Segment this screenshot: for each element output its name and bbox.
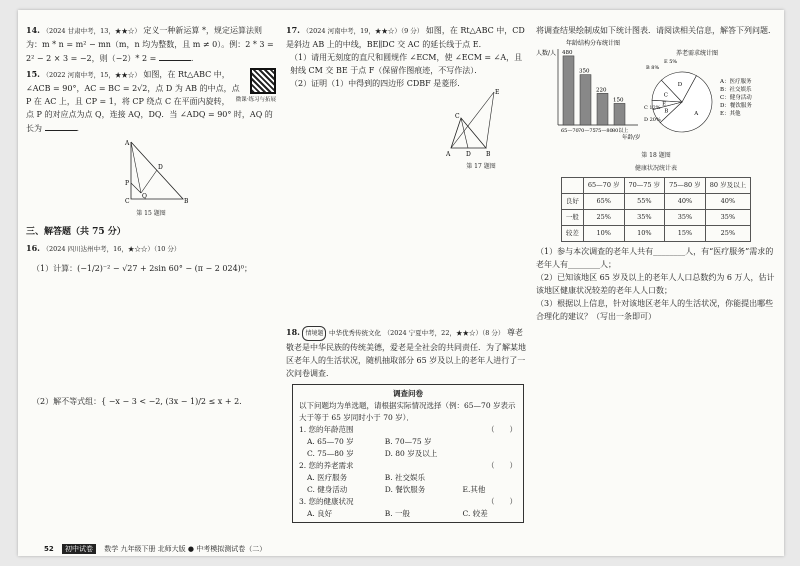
triangle-figure-17 [446, 88, 506, 160]
question-text: 定义一种新运算 *，规定运算法则为：m * n = m² − mn（m，n 均为整数，且 m ≠ 0）。例：2 * 3 = 2² − 2 × 3 = −2，则（−2）* 2 = [26, 26, 274, 63]
svg-text:D: D [466, 151, 471, 158]
table-cell: 40% [705, 194, 750, 210]
table-row [561, 226, 750, 242]
question-source: （2024 甘肃中考，13，★★☆） [42, 27, 141, 35]
survey-intro: 以下问题均为单选题，请根据实际情况选择（例：65—70 岁表示大于等于 65 岁同时小于 70 岁）． [299, 401, 516, 422]
table-cell: 15% [665, 226, 706, 242]
health-table [561, 177, 751, 242]
answer-parens[interactable]: （ ） [487, 461, 517, 470]
table-header-cell: 80 岁及以上 [705, 178, 750, 194]
bar [614, 103, 625, 125]
x-tick-label: 65—70 [561, 128, 579, 134]
bar [563, 56, 574, 125]
svg-text:P: P [125, 180, 130, 187]
x-tick-label: 80以上 [612, 128, 629, 134]
question-part-1: （1）请用无刻度的直尺和圆规作 ∠ECM，使 ∠ECM = ∠A，且射线 CM 交 BE 于点 F（保留作图痕迹，不写作法）． [290, 53, 523, 75]
bar-value-label: 480 [562, 49, 573, 56]
context-tag: 情境题 [302, 326, 326, 341]
table-title: 健康状况统计表 [634, 165, 677, 172]
figure-caption: 第 15 题图 [136, 210, 166, 217]
x-tick-label: 70—75 [578, 128, 596, 134]
option[interactable]: A. 良好 [307, 509, 333, 518]
svg-text:B: B [184, 198, 189, 205]
table-header-cell: 75—80 岁 [665, 178, 706, 194]
question-text: 如图，在 Rt△ABC 中，∠ACB = 90°，AC = BC = 2√2，点 D 为 AB 的中点，点 P 在 AC 上，且 CP = 1，将 CP 绕点 C 在平面内旋转，点 P 的对应点为点 Q，连接 AQ，DQ．当 ∠ADQ = 90° 时，AQ 的长为 [26, 70, 273, 133]
bar-value-label: 220 [596, 87, 607, 94]
table-header-cell: 65—70 岁 [583, 178, 624, 194]
edition: 北师大版 [157, 545, 186, 553]
pie-slice-label: A [694, 110, 699, 117]
question-number: 15. [26, 69, 40, 79]
table-cell: 35% [624, 210, 665, 226]
question-number: 18. [286, 327, 300, 337]
answer-parens[interactable]: （ ） [487, 497, 517, 506]
question-text: 尊老敬老是中华民族的传统美德，爱老是全社会的共同责任．为了解某地区老年人的生活状况，随机抽取部分 65 岁及以上的老年人进行了一次问卷调查． [286, 328, 526, 378]
pie-slice-label: D [677, 82, 683, 89]
section-heading: 三、解答题（共 75 分） [26, 227, 126, 237]
column-right [536, 24, 776, 323]
pie-percent-label: B 8% [646, 65, 660, 71]
sub-question-3: （3）根据以上信息，针对该地区老年人的生活状况，你能提出哪些合理化的建议？（写出一条即可） [536, 299, 774, 321]
page-number: 52 [44, 545, 54, 553]
column-left [26, 24, 276, 411]
survey-title: 调查问卷 [393, 389, 423, 398]
table-cell: 65% [583, 194, 624, 210]
pie-chart-title: 养老需求统计图 [676, 50, 719, 57]
bar-value-label: 150 [613, 97, 624, 104]
option[interactable]: E.其他 [462, 485, 486, 494]
table-cell: 25% [705, 226, 750, 242]
option[interactable] [463, 448, 517, 460]
figure-caption: 第 17 题图 [466, 163, 496, 170]
page-footer: 52 初中试卷 数学 九年级下册 北师大版 ● 中考模拟测试卷（二） [44, 545, 267, 553]
sub-question-1: （1）参与本次调查的老年人共有________人，有“医疗服务”需求的老年人有________人； [536, 247, 774, 269]
pie-percent-label: E 5% [664, 59, 678, 65]
qr-caption: 微课·练习与拓展 [235, 97, 276, 103]
question-15 [26, 68, 276, 220]
option[interactable]: B. 社交娱乐 [384, 473, 426, 482]
pie-slice-label: B [664, 108, 669, 115]
pie-percent-label: D 20% [644, 117, 661, 123]
answer-parens[interactable]: （ ） [487, 425, 517, 434]
svg-text:A: A [446, 151, 451, 158]
option[interactable]: A. 65—70 岁 [307, 437, 354, 446]
table-cell: 35% [705, 210, 750, 226]
brand-label: 初中试卷 [62, 544, 96, 554]
table-cell: 35% [665, 210, 706, 226]
option[interactable]: C. 健身活动 [307, 485, 348, 494]
question-part-2: （2）证明（1）中得到的四边形 CDBF 是菱形． [290, 79, 466, 88]
question-number: 17. [286, 25, 300, 35]
question-part-2: （2）解不等式组：{ −x − 3 < −2, (3x − 1)/2 ≤ x + 2. [32, 397, 242, 406]
pie-slice-label: E [662, 101, 667, 108]
svg-text:C: C [455, 113, 460, 120]
pie-legend-entry: E：其他 [720, 111, 741, 117]
answer-space[interactable] [286, 176, 526, 326]
survey-question-1: 1. 您的年龄范围 [299, 425, 354, 434]
table-row [561, 210, 750, 226]
question-16 [26, 242, 276, 408]
pie-percent-label: C 12% [644, 105, 661, 111]
survey-options-1 [299, 436, 517, 460]
pie-legend-entry: C：健身活动 [720, 95, 752, 101]
table-header-row [561, 178, 750, 194]
svg-text:E: E [495, 89, 500, 96]
table-cell: 55% [624, 194, 665, 210]
table-header-cell [561, 178, 583, 194]
x-axis-label: 年龄/岁 [622, 135, 641, 141]
survey-options-2 [299, 472, 517, 496]
option[interactable]: A. 医疗服务 [307, 473, 348, 482]
figure-caption: 第 18 题图 [641, 152, 671, 159]
option[interactable]: B. 一般 [384, 509, 411, 518]
option[interactable]: D. 80 岁及以上 [384, 449, 438, 458]
question-number: 16. [26, 243, 40, 253]
table-cell: 10% [624, 226, 665, 242]
exam-sheet [18, 10, 784, 556]
triangle-figure-15 [111, 137, 191, 207]
survey-options-3 [299, 508, 517, 520]
pie-legend-entry: D：餐饮服务 [720, 103, 752, 109]
question-intro: 将调查结果绘制成如下统计图表．请阅读相关信息，解答下列问题． [536, 26, 776, 35]
sub-question-2: （2）已知该地区 65 岁及以上的老年人人口总数约为 6 万人，估计该地区健康状况较差的老年人人口数； [536, 273, 775, 295]
subject: 数学 [104, 545, 119, 553]
svg-text:C: C [125, 198, 130, 205]
survey-question-3: 3. 您的健康状况 [299, 497, 354, 506]
option[interactable] [463, 436, 517, 448]
culture-tag: 中华优秀传统文化 [329, 329, 382, 337]
table-row [561, 194, 750, 210]
bar-value-label: 350 [579, 68, 590, 75]
charts-area [536, 37, 776, 149]
svg-text:Q: Q [142, 193, 147, 200]
bar-chart-title: 年龄结构分布统计图 [566, 40, 621, 47]
option[interactable]: B. 70—75 岁 [384, 437, 432, 446]
option[interactable] [463, 472, 517, 484]
answer-blank[interactable] [45, 121, 77, 131]
table-cell: 较差 [561, 226, 583, 242]
question-14 [26, 24, 276, 65]
table-cell: 良好 [561, 194, 583, 210]
bar [597, 93, 608, 125]
pie-legend-entry: A：医疗服务 [720, 79, 752, 85]
svg-text:D: D [158, 164, 163, 171]
question-18 [286, 326, 526, 380]
pie-slice-label: C [663, 92, 668, 99]
answer-blank[interactable] [159, 51, 191, 61]
survey-box [292, 384, 524, 523]
table-cell: 一般 [561, 210, 583, 226]
option[interactable]: C. 75—80 岁 [307, 449, 354, 458]
question-17 [286, 24, 526, 173]
column-middle [286, 24, 526, 523]
question-source: （2024 宁夏中考，22，★★☆）（8 分） [383, 329, 505, 337]
question-end: . [190, 54, 194, 63]
svg-text:B: B [486, 151, 491, 158]
bar-chart [536, 37, 646, 147]
bar [580, 75, 591, 125]
option[interactable]: C. 较差 [462, 509, 488, 518]
answer-space[interactable] [26, 275, 276, 395]
survey-question-2: 2. 您的养老需求 [299, 461, 354, 470]
question-text: 如图，在 Rt△ABC 中，CD 是斜边 AB 上的中线，BE∥DC 交 AC 的延长线于点 E． [286, 26, 525, 49]
question-part-1: （1）计算：(−1/2)⁻² − √27 + 2sin 60° − (π − 2 024)⁰； [32, 264, 253, 273]
table-cell: 40% [665, 194, 706, 210]
pie-legend-entry: B：社交娱乐 [720, 87, 752, 93]
table-cell: 10% [583, 226, 624, 242]
y-axis-label: 人数/人 [536, 50, 557, 57]
question-end: . [76, 124, 80, 133]
question-number: 14. [26, 25, 40, 35]
question-source: （2024 四川达州中考，16，★☆☆）（10 分） [42, 245, 181, 253]
pie-chart [644, 37, 774, 147]
qr-code-icon[interactable] [250, 68, 276, 94]
paper-title: 中考模拟测试卷（二） [196, 545, 267, 553]
question-source: （2022 河南中考，15，★★☆） [42, 71, 141, 79]
table-cell: 25% [583, 210, 624, 226]
svg-text:A: A [125, 140, 130, 147]
table-header-cell: 70—75 岁 [624, 178, 665, 194]
option[interactable]: D. 餐饮服务 [384, 485, 426, 494]
x-tick-label: 75—80 [595, 128, 613, 134]
question-source: （2024 河南中考，19，★★☆）（9 分） [302, 27, 424, 35]
grade: 九年级下册 [120, 545, 156, 553]
